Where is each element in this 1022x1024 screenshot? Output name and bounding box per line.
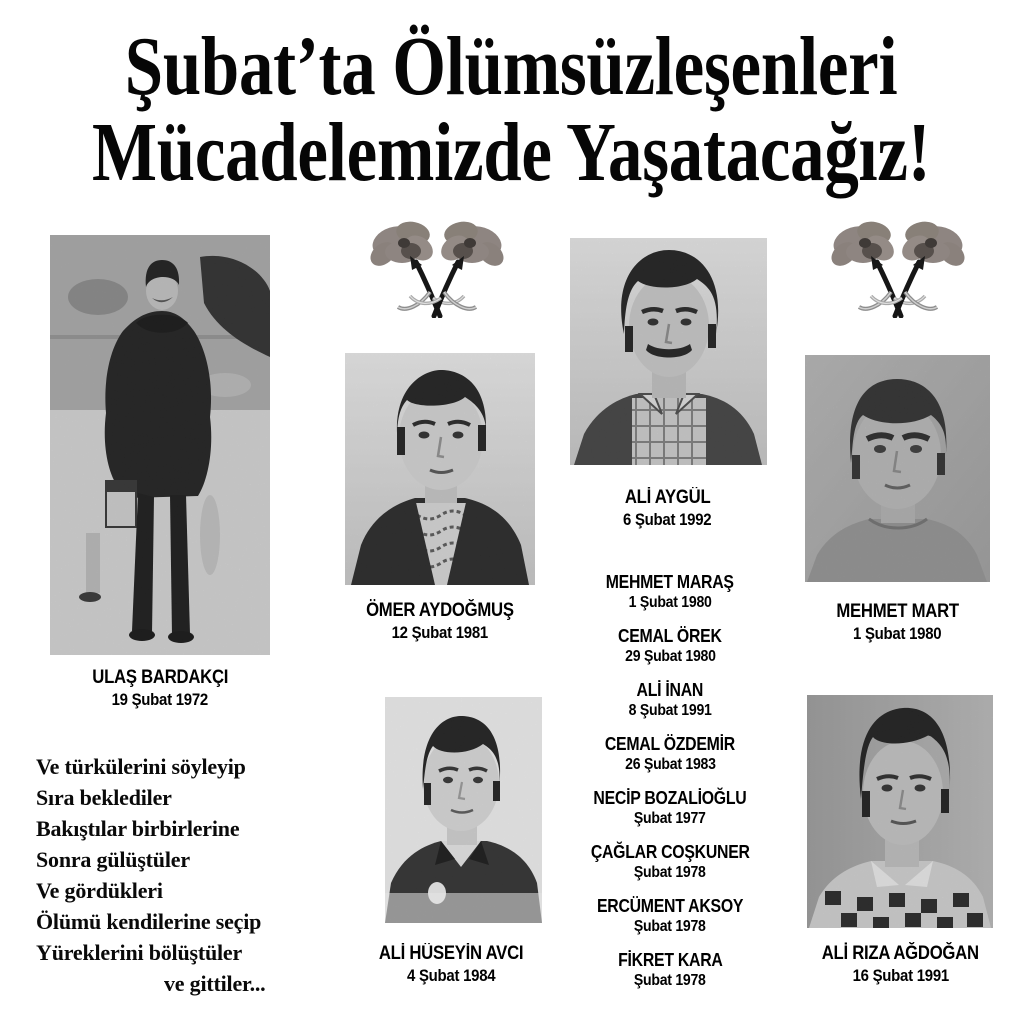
poem-line: Sıra beklediler	[36, 785, 172, 810]
memorial-name: ULAŞ BARDAKÇI	[92, 667, 228, 688]
memorial-date: 12 Şubat 1981	[391, 623, 489, 642]
poem-line: Yüreklerini bölüştüler	[36, 940, 243, 965]
photo-mehmet-mart	[805, 355, 990, 582]
memorial-date: Şubat 1978	[634, 864, 706, 881]
memorial-date: 8 Şubat 1991	[628, 702, 712, 719]
memorial-date: Şubat 1978	[634, 972, 706, 989]
memorial-date: Şubat 1977	[634, 810, 706, 827]
photo-ali-huseyin-avci	[385, 697, 542, 923]
memorial-name: ERCÜMENT AKSOY	[596, 896, 744, 916]
memorial-name: ALİ İNAN	[636, 680, 704, 700]
memorial-name-list	[570, 572, 770, 1004]
memorial-name: MEHMET MART	[836, 601, 959, 622]
poem-line: Ölümü kendilerine seçip	[36, 909, 262, 934]
memorial-date: 19 Şubat 1972	[111, 690, 209, 709]
caption-ali-huseyin-avci	[361, 942, 541, 987]
photo-ali-aygul	[570, 238, 767, 465]
poem-line: Bakıştılar birbirlerine	[36, 816, 240, 841]
list-item	[570, 896, 770, 937]
memorial-name: FİKRET KARA	[617, 950, 723, 970]
carnation-pair-icon	[817, 218, 979, 318]
memorial-name: ÖMER AYDOĞMUŞ	[366, 600, 514, 621]
list-item	[570, 734, 770, 775]
memorial-name: CEMAL ÖREK	[618, 626, 722, 646]
caption-ali-aygul	[560, 486, 775, 531]
carnation-pair-icon	[356, 218, 518, 318]
list-item	[570, 842, 770, 883]
list-item	[570, 680, 770, 721]
poster-title	[0, 20, 1022, 199]
memorial-date: 16 Şubat 1991	[852, 966, 949, 985]
memorial-date: 4 Şubat 1984	[406, 966, 496, 985]
caption-omer-aydogmus	[335, 599, 545, 644]
carnations-right	[817, 218, 979, 318]
list-item	[570, 572, 770, 613]
poem	[36, 751, 265, 999]
memorial-name: ALİ HÜSEYİN AVCI	[378, 943, 524, 964]
poem-line: ve gittiler...	[164, 971, 266, 996]
title-line-2: Mücadelemizde Yaşatacağız!	[92, 106, 931, 199]
caption-mehmet-mart	[795, 600, 1000, 645]
memorial-name: ÇAĞLAR COŞKUNER	[590, 842, 750, 862]
memorial-name: CEMAL ÖZDEMİR	[604, 734, 736, 754]
memorial-date: 29 Şubat 1980	[624, 648, 716, 665]
memorial-name: ALİ AYGÜL	[624, 487, 711, 508]
memorial-date: Şubat 1978	[634, 918, 706, 935]
caption-ali-riza-agdogan	[798, 942, 1003, 987]
photo-omer-aydogmus	[345, 353, 535, 585]
list-item	[570, 950, 770, 991]
memorial-name: ALİ RIZA AĞDOĞAN	[821, 943, 980, 964]
poem-line: Ve türkülerini söyleyip	[36, 754, 246, 779]
memorial-date: 1 Şubat 1980	[628, 594, 712, 611]
title-line-1: Şubat’ta Ölümsüzleşenleri	[124, 20, 898, 113]
caption-ulas-bardakci	[50, 666, 270, 711]
list-item	[570, 626, 770, 667]
memorial-date: 26 Şubat 1983	[624, 756, 716, 773]
photo-ulas-bardakci	[50, 235, 270, 655]
memorial-date: 1 Şubat 1980	[853, 624, 942, 643]
list-item	[570, 788, 770, 829]
memorial-name: MEHMET MARAŞ	[606, 572, 734, 592]
memorial-name: NECİP BOZALİOĞLU	[593, 788, 747, 808]
photo-ali-riza-agdogan	[807, 695, 993, 928]
poem-line: Sonra gülüştüler	[36, 847, 190, 872]
carnations-left	[356, 218, 518, 318]
poem-line: Ve gördükleri	[36, 878, 163, 903]
memorial-date: 6 Şubat 1992	[623, 510, 712, 529]
